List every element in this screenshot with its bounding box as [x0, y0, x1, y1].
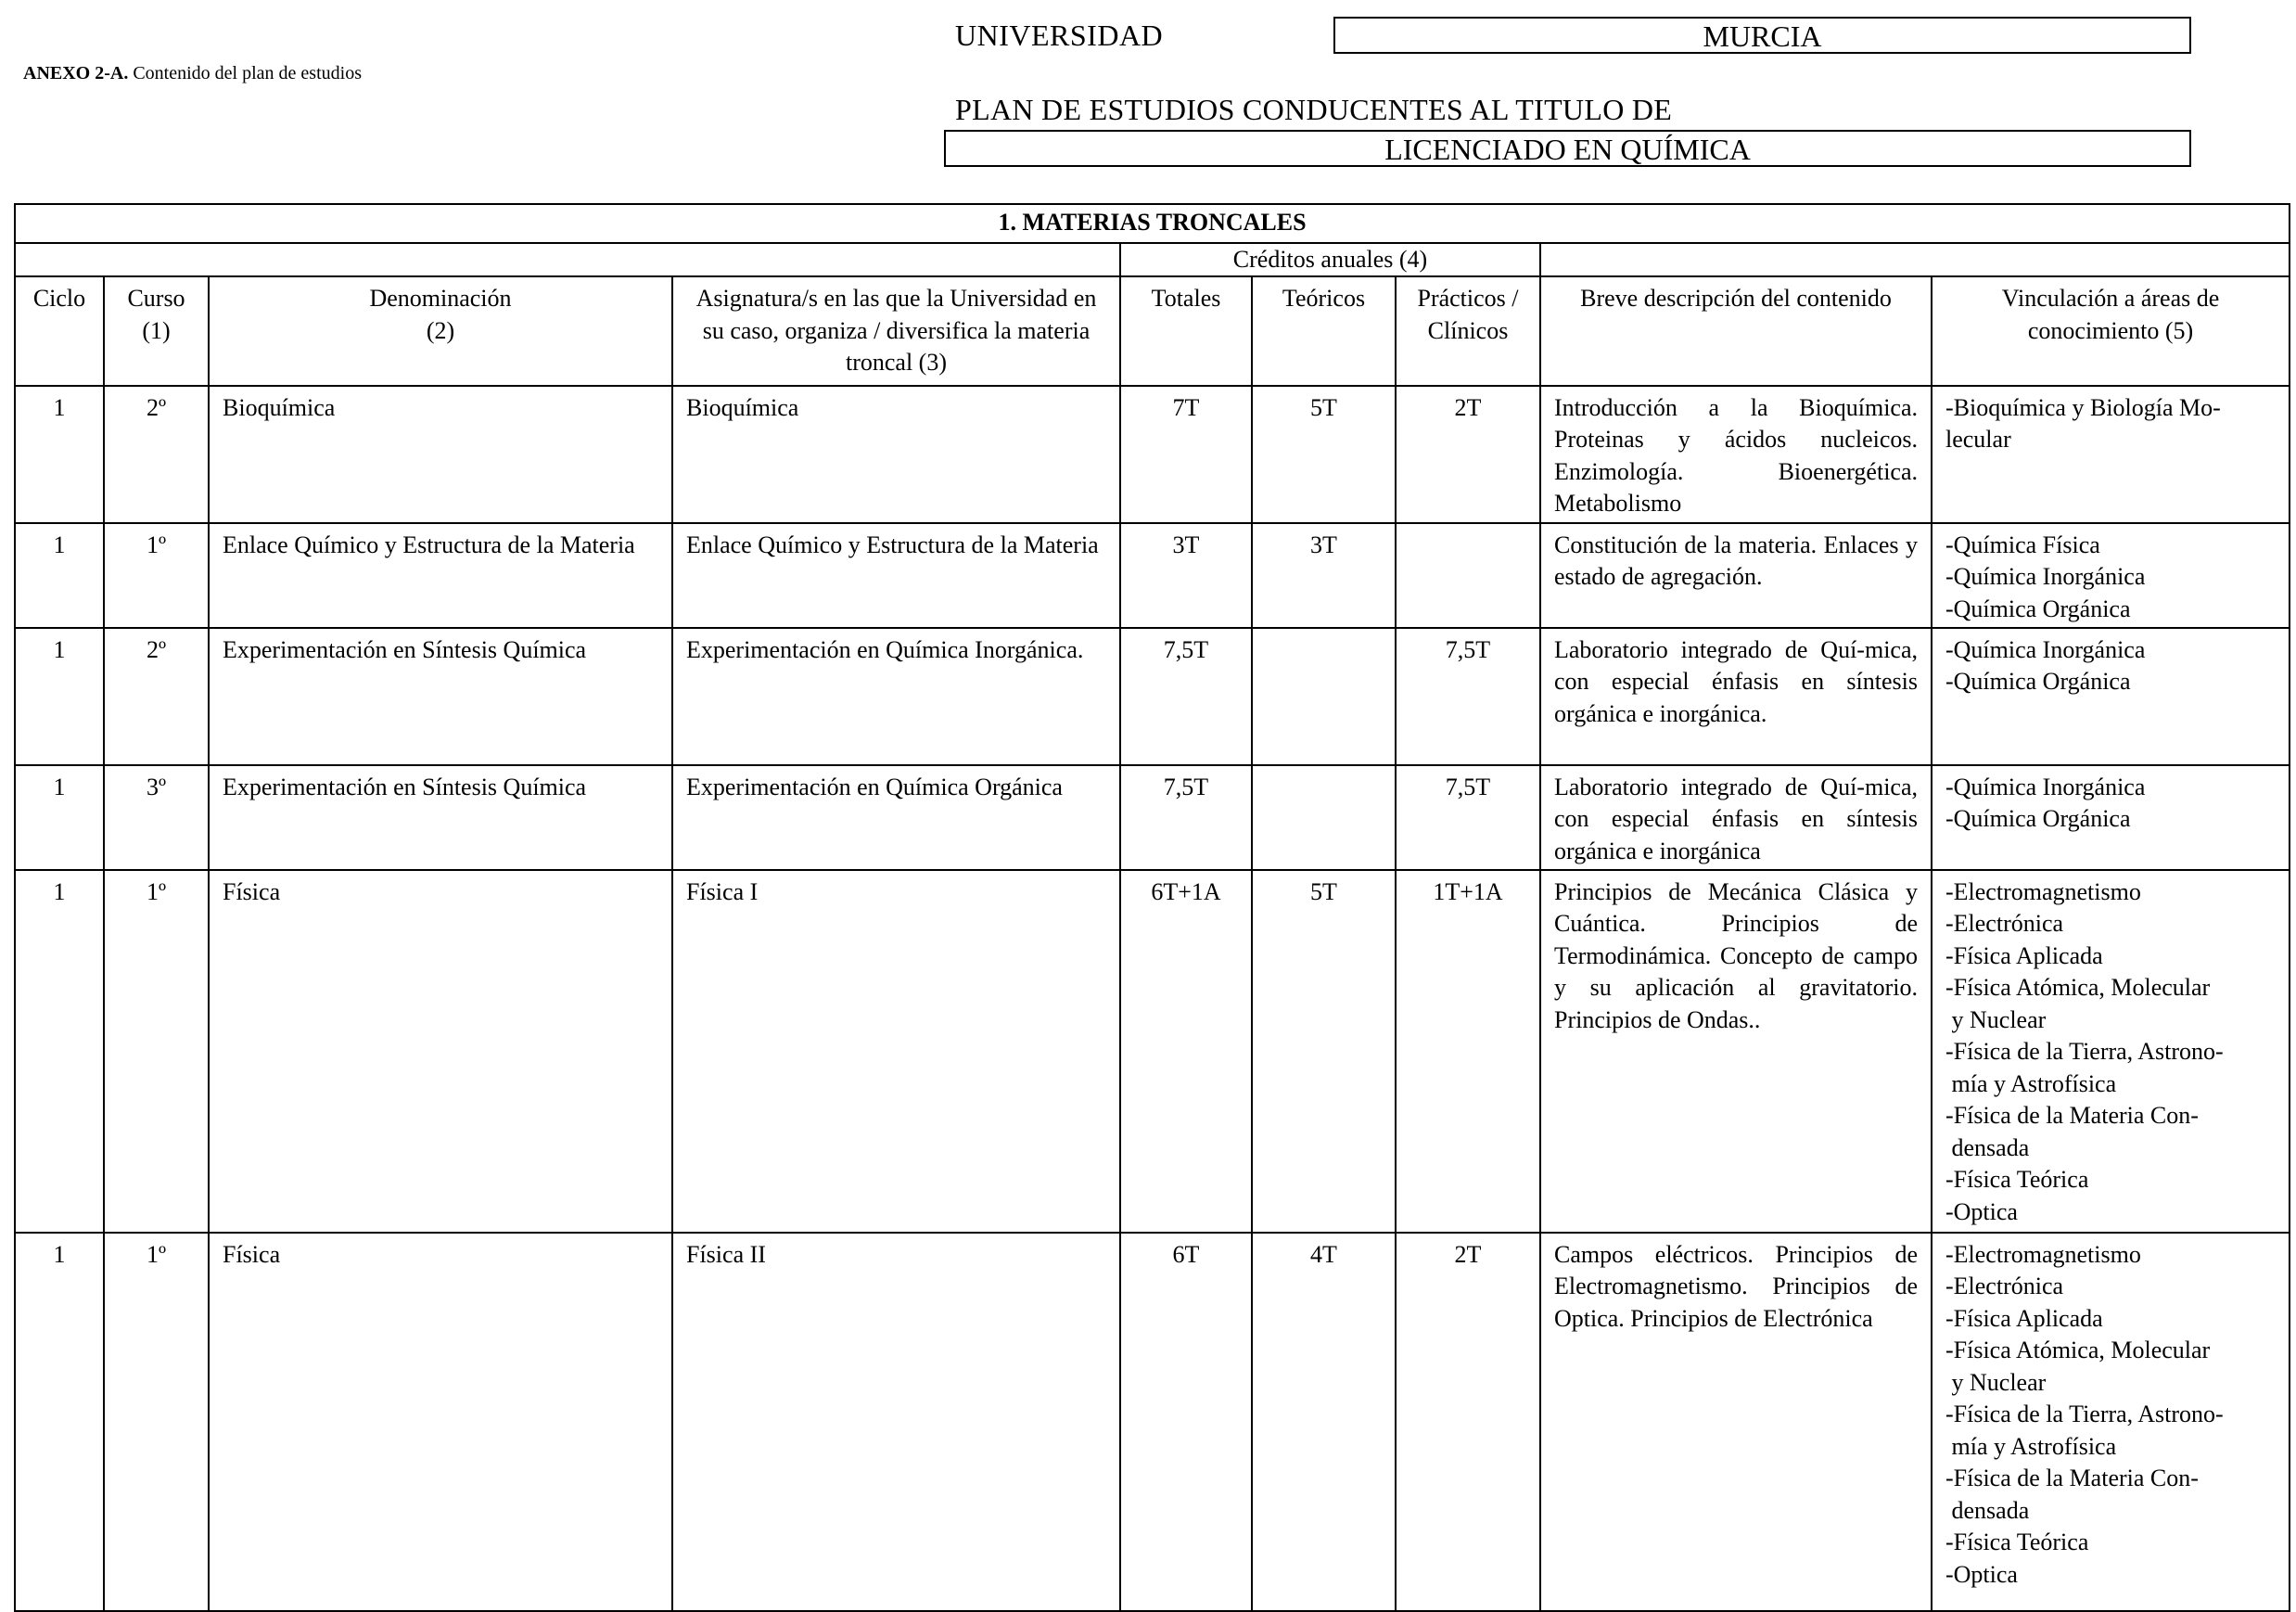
cell-descripcion: Constitución de la materia. Enlaces y estado de agregación. — [1540, 523, 1932, 628]
area-item: -Física de la Materia Con- densada — [1945, 1465, 2199, 1524]
section-title: 1. MATERIAS TRONCALES — [15, 204, 2290, 243]
area-item: -Química Orgánica — [1945, 805, 2131, 832]
annex-label — [23, 63, 362, 84]
cell-teoricos: 5T — [1252, 386, 1396, 523]
cell-areas — [1932, 870, 2290, 1233]
subjects-table — [14, 203, 2290, 1612]
cell-descripcion: Introducción a la Bioquímica. Proteinas y ácidos nucleicos. Enzimología. Bioenergética. Metabolismo — [1540, 386, 1932, 523]
cell-asignatura: Experimentación en Química Inorgánica. — [672, 628, 1120, 765]
table-row — [15, 386, 2290, 523]
cell-ciclo: 1 — [15, 870, 104, 1233]
area-item: -Química Física — [1945, 531, 2100, 558]
area-item: -Química Inorgánica — [1945, 563, 2146, 590]
area-item: -Física Atómica, Molecular y Nuclear — [1945, 974, 2211, 1033]
cell-teoricos — [1252, 628, 1396, 765]
cell-practicos: 1T+1A — [1396, 870, 1540, 1233]
area-item: -Química Inorgánica — [1945, 773, 2146, 800]
cell-ciclo: 1 — [15, 765, 104, 870]
cell-areas — [1932, 765, 2290, 870]
area-item: -Física Atómica, Molecular y Nuclear — [1945, 1337, 2211, 1396]
cell-totales: 7T — [1120, 386, 1252, 523]
university-name-box: MURCIA — [1333, 17, 2191, 54]
cell-asignatura: Física II — [672, 1233, 1120, 1611]
cell-denominacion: Experimentación en Síntesis Química — [209, 765, 672, 870]
university-label: UNIVERSIDAD — [955, 19, 1164, 52]
cell-asignatura: Enlace Químico y Estructura de la Materia — [672, 523, 1120, 628]
col-teoricos: Teóricos — [1252, 276, 1396, 386]
header-blank-left — [15, 243, 1120, 276]
area-item: -Química Orgánica — [1945, 668, 2131, 695]
cell-curso: 1º — [104, 1233, 209, 1611]
area-item: -Química Inorgánica — [1945, 635, 2146, 663]
area-item: -Física Teórica — [1945, 1529, 2089, 1555]
cell-denominacion: Física — [209, 870, 672, 1233]
area-item: -Optica — [1945, 1560, 2018, 1588]
area-item: -Electromagnetismo — [1945, 877, 2141, 905]
cell-areas — [1932, 386, 2290, 523]
cell-practicos: 2T — [1396, 386, 1540, 523]
cell-denominacion: Enlace Químico y Estructura de la Materia — [209, 523, 672, 628]
annex-rest: Contenido del plan de estudios — [128, 63, 362, 83]
table-row — [15, 628, 2290, 765]
col-practicos: Prácticos / Clínicos — [1396, 276, 1540, 386]
cell-asignatura: Bioquímica — [672, 386, 1120, 523]
cell-practicos — [1396, 523, 1540, 628]
col-totales: Totales — [1120, 276, 1252, 386]
cell-denominacion: Física — [209, 1233, 672, 1611]
cell-curso: 1º — [104, 870, 209, 1233]
cell-teoricos — [1252, 765, 1396, 870]
area-item: -Optica — [1945, 1197, 2018, 1225]
area-item: -Electrónica — [1945, 1273, 2064, 1299]
cell-areas — [1932, 1233, 2290, 1611]
cell-totales: 7,5T — [1120, 628, 1252, 765]
cell-curso: 2º — [104, 628, 209, 765]
header-blank-right — [1540, 243, 2290, 276]
area-item: -Física de la Tierra, Astrono- mía y Astrofísica — [1945, 1401, 2224, 1460]
annex-bold: ANEXO 2-A. — [23, 63, 129, 83]
col-asignatura: Asignatura/s en las que la Universidad en su caso, organiza / diversifica la materia troncal (3) — [672, 276, 1120, 386]
cell-descripcion: Principios de Mecánica Clásica y Cuántica. Principios de Termodinámica. Concepto de campo y su aplicación al gravitatorio. Principios de Ondas.. — [1540, 870, 1932, 1233]
col-denominacion: Denominación (2) — [209, 276, 672, 386]
col-vinculacion: Vinculación a áreas de conocimiento (5) — [1932, 276, 2290, 386]
area-item: -Física Aplicada — [1945, 1304, 2103, 1332]
cell-areas — [1932, 628, 2290, 765]
col-descripcion: Breve descripción del contenido — [1540, 276, 1932, 386]
cell-descripcion: Laboratorio integrado de Quí-mica, con especial énfasis en síntesis orgánica e inorgánica. — [1540, 628, 1932, 765]
col-ciclo: Ciclo — [15, 276, 104, 386]
area-item: -Física de la Materia Con- densada — [1945, 1102, 2199, 1161]
cell-curso: 2º — [104, 386, 209, 523]
table-row — [15, 765, 2290, 870]
cell-ciclo: 1 — [15, 1233, 104, 1611]
table-row — [15, 1233, 2290, 1611]
cell-areas — [1932, 523, 2290, 628]
cell-teoricos: 3T — [1252, 523, 1396, 628]
plan-label: PLAN DE ESTUDIOS CONDUCENTES AL TITULO DE — [955, 93, 1673, 126]
area-item: -Física de la Tierra, Astrono- mía y Astrofísica — [1945, 1038, 2224, 1097]
col-curso: Curso (1) — [104, 276, 209, 386]
area-item: -Física Teórica — [1945, 1166, 2089, 1193]
cell-descripcion: Campos eléctricos. Principios de Electromagnetismo. Principios de Optica. Principios de Electrónica — [1540, 1233, 1932, 1611]
credits-header: Créditos anuales (4) — [1120, 243, 1540, 276]
cell-descripcion: Laboratorio integrado de Quí-mica, con especial énfasis en síntesis orgánica e inorgánica — [1540, 765, 1932, 870]
cell-denominacion: Bioquímica — [209, 386, 672, 523]
cell-asignatura: Física I — [672, 870, 1120, 1233]
cell-asignatura: Experimentación en Química Orgánica — [672, 765, 1120, 870]
cell-totales: 6T+1A — [1120, 870, 1252, 1233]
cell-totales: 3T — [1120, 523, 1252, 628]
cell-curso: 3º — [104, 765, 209, 870]
cell-practicos: 2T — [1396, 1233, 1540, 1611]
cell-teoricos: 5T — [1252, 870, 1396, 1233]
cell-practicos: 7,5T — [1396, 628, 1540, 765]
table-body — [15, 386, 2290, 1611]
cell-ciclo: 1 — [15, 386, 104, 523]
cell-curso: 1º — [104, 523, 209, 628]
area-item: -Química Orgánica — [1945, 595, 2131, 622]
cell-totales: 6T — [1120, 1233, 1252, 1611]
area-item: -Física Aplicada — [1945, 941, 2103, 969]
cell-totales: 7,5T — [1120, 765, 1252, 870]
table-row — [15, 523, 2290, 628]
area-item: -Electrónica — [1945, 910, 2064, 937]
cell-practicos: 7,5T — [1396, 765, 1540, 870]
cell-ciclo: 1 — [15, 628, 104, 765]
area-item: -Electromagnetismo — [1945, 1240, 2141, 1268]
cell-denominacion: Experimentación en Síntesis Química — [209, 628, 672, 765]
table-row — [15, 870, 2290, 1233]
cell-ciclo: 1 — [15, 523, 104, 628]
area-item: -Bioquímica y Biología Mo- lecular — [1945, 393, 2221, 453]
degree-title-box: LICENCIADO EN QUÍMICA — [944, 130, 2191, 167]
cell-teoricos: 4T — [1252, 1233, 1396, 1611]
